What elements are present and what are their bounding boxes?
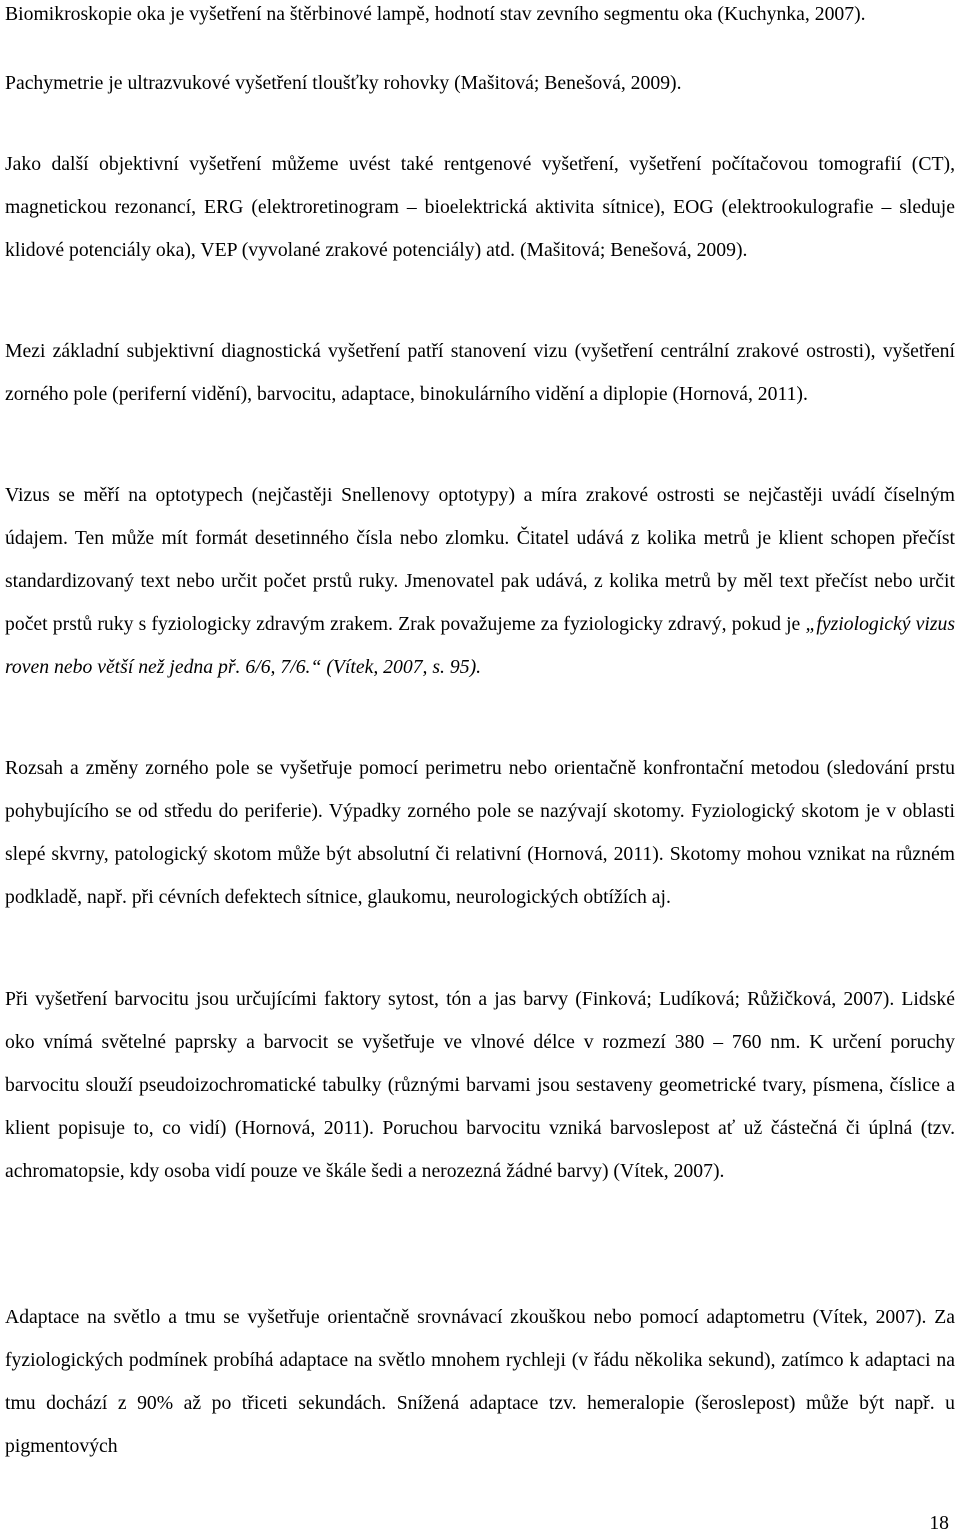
visus-quote: „fyziologický vizus roven nebo větší než jedna př. 6/6, 7/6.“ (Vítek, 2007, s. 95). (5, 613, 955, 678)
paragraph-objective-exams: Jako další objektivní vyšetření můžeme uvést také rentgenové vyšetření, vyšetření počítačovou tomografií (CT), magnetickou rezonancí, ERG (elektroretinogram – bioelektrická aktivita sítnice), EOG (elektrookulografie – sleduje klidové potenciály oka), VEP (vyvolané zrakové potenciály) atd. (Mašitová; Benešová, 2009). (5, 153, 955, 261)
page-number: 18 (929, 1512, 949, 1534)
paragraph-visus-text: Vizus se měří na optotypech (nejčastěji Snellenovy optotypy) a míra zrakové ostrosti se nejčastěji uvádí číselným údajem. Ten může mít formát desetinného čísla nebo zlomku. Čitatel udává z kolika metrů je klient schopen přečíst standardizovaný text nebo určit počet prstů ruky. Jmenovatel pak udává, z kolika metrů by měl text přečíst nebo určit počet prstů ruky s fyziologicky zdravým zrakem. Zrak považujeme za fyziologicky zdravý, pokud je (5, 484, 955, 635)
paragraph-visus (5, 474, 955, 689)
paragraph-subjective-exams: Mezi základní subjektivní diagnostická vyšetření patří stanovení vizu (vyšetření centrální zrakové ostrosti), vyšetření zorného pole (periferní vidění), barvocitu, adaptace, binokulárního vidění a diplopie (Hornová, 2011). (5, 340, 955, 405)
paragraph-color-vision: Při vyšetření barvocitu jsou určujícími faktory sytost, tón a jas barvy (Finková; Ludíková; Růžičková, 2007). Lidské oko vnímá světelné paprsky a barvocit se vyšetřuje ve vlnové délce v rozmezí 380 – 760 nm. K určení poruchy barvocitu slouží pseudoizochromatické tabulky (různými barvami jsou sestaveny geometrické tvary, písmena, číslice a klient popisuje to, co vidí) (Hornová, 2011). Poruchou barvocitu vzniká barvoslepost ať už částečná či úplná (tzv. achromatopsie, kdy osoba vidí pouze ve škále šedi a nerozezná žádné barvy) (Vítek, 2007). (5, 988, 955, 1182)
paragraph-adaptation: Adaptace na světlo a tmu se vyšetřuje orientačně srovnávací zkouškou nebo pomocí adaptometru (Vítek, 2007). Za fyziologických podmínek probíhá adaptace na světlo mnohem rychleji (v řádu několika sekund), zatímco k adaptaci na tmu dochází z 90% až po třiceti sekundách. Snížená adaptace tzv. hemeralopie (šeroslepost) může být např. u pigmentových (5, 1306, 955, 1457)
paragraph-pachymetry: Pachymetrie je ultrazvukové vyšetření tloušťky rohovky (Mašitová; Benešová, 2009). (5, 72, 682, 94)
paragraph-visual-field: Rozsah a změny zorného pole se vyšetřuje pomocí perimetru nebo orientačně konfrontační metodou (sledování prstu pohybujícího se od středu do periferie). Výpadky zorného pole se nazývají skotomy. Fyziologický skotom je v oblasti slepé skvrny, patologický skotom může být absolutní či relativní (Hornová, 2011). Skotomy mohou vznikat na různém podkladě, např. při cévních defektech sítnice, glaukomu, neurologických obtížích aj. (5, 757, 955, 908)
paragraph-biomicroscopy: Biomikroskopie oka je vyšetření na štěrbinové lampě, hodnotí stav zevního segmentu oka (Kuchynka, 2007). (5, 3, 866, 25)
document-page (5, 0, 955, 1537)
